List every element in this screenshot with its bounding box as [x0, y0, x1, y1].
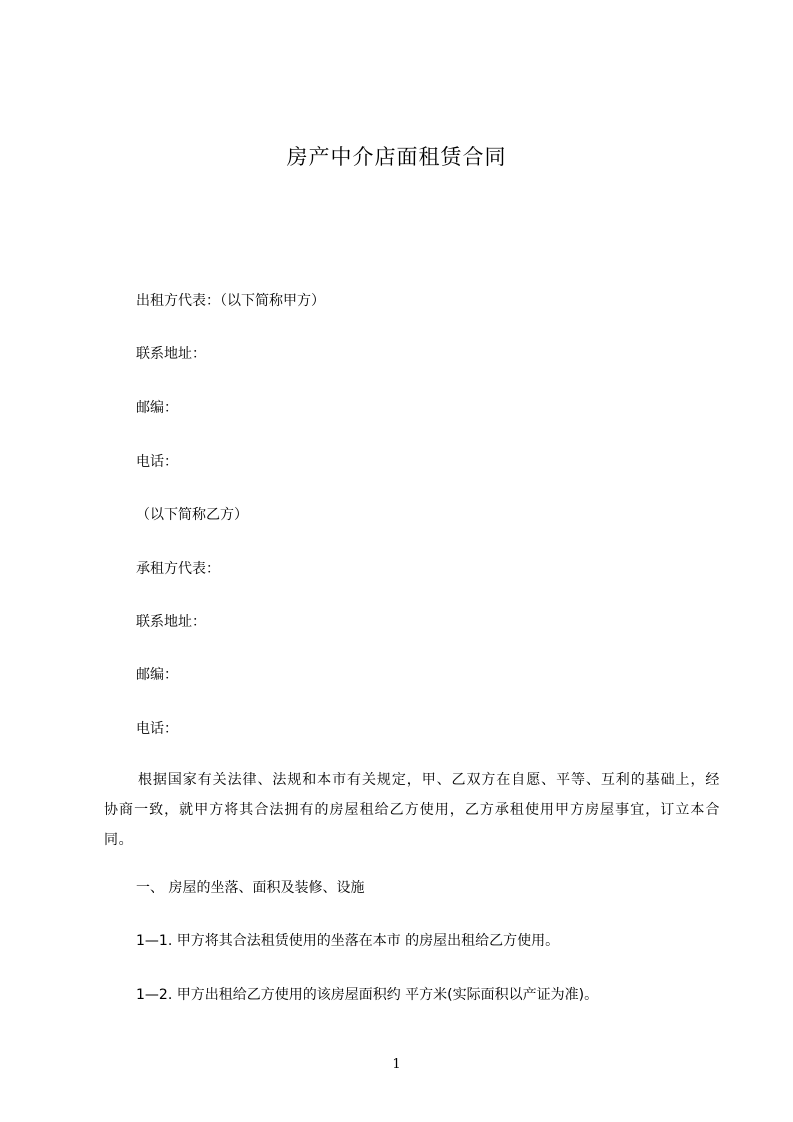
lessee-alias-line: （以下简称乙方）	[136, 507, 248, 523]
lessor-representative-line: 出租方代表：（以下简称甲方）	[136, 293, 325, 309]
clause-1-2: 1—2. 甲方出租给乙方使用的该房屋面积约 平方米(实际面积以产证为准)。	[136, 987, 599, 1003]
lessor-phone-line: 电话：	[136, 454, 178, 470]
lessor-postcode-line: 邮编：	[136, 400, 178, 416]
lessee-address-line: 联系地址：	[136, 614, 206, 630]
lessor-address-line: 联系地址：	[136, 346, 206, 362]
document-title: 房产中介店面租赁合同	[286, 145, 507, 169]
lessee-representative-line: 承租方代表：	[136, 561, 220, 577]
preamble-paragraph: 根据国家有关法律、法规和本市有关规定，甲、乙双方在自愿、平等、互利的基础上，经协商一致，就甲方将其合法拥有的房屋租给乙方使用，乙方承租使用甲方房屋事宜，订立本合同。	[104, 772, 720, 848]
lessee-phone-line: 电话：	[136, 721, 178, 737]
clause-1-1: 1—1. 甲方将其合法租赁使用的坐落在本市 的房屋出租给乙方使用。	[136, 933, 560, 949]
lessee-postcode-line: 邮编：	[136, 667, 178, 683]
section-1-heading: 一、 房屋的坐落、面积及装修、设施	[136, 880, 365, 896]
page-number: 1	[392, 1057, 401, 1072]
